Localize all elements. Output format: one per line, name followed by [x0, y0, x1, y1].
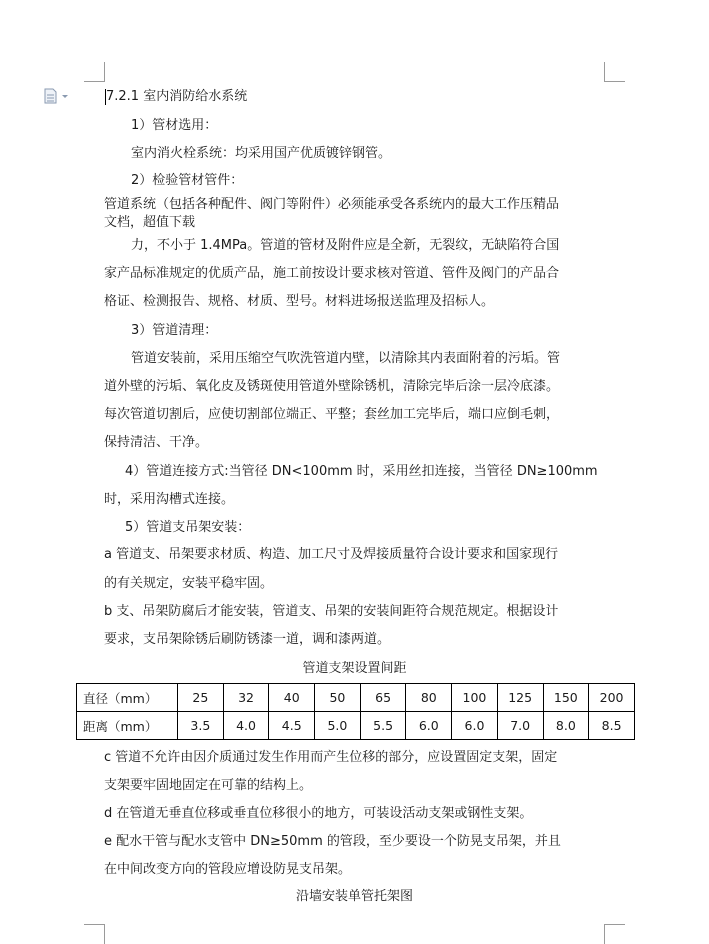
table-cell: 7.0: [497, 712, 543, 740]
table-cell: 80: [406, 684, 452, 712]
table-cell: 6.0: [452, 712, 498, 740]
paragraph-line: 支架要牢固地固定在可靠的结构上。: [104, 778, 313, 793]
paragraph-line: 保持清洁、干净。: [104, 435, 209, 450]
subheading-pipe-material: 1）管材选用：: [131, 118, 218, 133]
table-cell: 50: [315, 684, 361, 712]
table-cell: 200: [589, 684, 635, 712]
table-row-distance: [77, 712, 635, 740]
paragraph-line: 要求，支吊架除锈后刷防锈漆一道，调和漆两道。: [104, 632, 391, 647]
paragraph-line: 格证、检测报告、规格、材质、型号。材料进场报送监理及招标人。: [104, 294, 495, 309]
crop-mark: [604, 924, 625, 925]
paragraph-line: 管道系统（包括各种配件、阀门等附件）必须能承受各系统内的最大工作压精品: [104, 197, 560, 212]
paragraph-line: 管道安装前，采用压缩空气吹洗管道内壁，以清除其内表面附着的污垢。管: [131, 351, 561, 366]
table-cell: 100: [452, 684, 498, 712]
crop-mark: [604, 62, 605, 82]
table-cell: 25: [178, 684, 224, 712]
table-cell: 8.5: [589, 712, 635, 740]
crop-mark: [604, 924, 605, 944]
table-caption: 管道支架设置间距: [302, 661, 407, 676]
table-cell: 32: [223, 684, 269, 712]
paragraph-line: c 管道不允许由因介质通过发生作用而产生位移的部分，应设置固定支架，固定: [104, 750, 558, 765]
paragraph-line: 道外壁的污垢、氧化皮及锈斑使用管道外壁除锈机，清除完毕后涂一层冷底漆。: [104, 379, 560, 394]
table-cell: 125: [497, 684, 543, 712]
paragraph-line: 室内消火栓系统：均采用国产优质镀锌钢管。: [131, 146, 392, 161]
crop-mark: [84, 924, 105, 925]
paragraph-line: 在中间改变方向的管段应增设防晃支吊架。: [104, 862, 352, 877]
table-cell: 5.0: [315, 712, 361, 740]
paragraph-line: 力，不小于 1.4MPa。管道的管材及附件应是全新，无裂纹，无缺陷符合国: [131, 238, 560, 253]
paragraph-line: d 在管道无垂直位移或垂直位移很小的地方，可装设活动支架或钢性支架。: [104, 806, 533, 821]
subheading-support: 5）管道支吊架安装：: [125, 520, 251, 535]
table-header-cell: 距离（mm）: [77, 712, 178, 740]
paragraph-line: 家产品标准规定的优质产品，施工前按设计要求核对管道、管件及阀门的产品合: [104, 266, 560, 281]
table-cell: 40: [269, 684, 315, 712]
table-row-diameter: [77, 684, 635, 712]
table-cell: 4.0: [223, 712, 269, 740]
table-cell: 6.0: [406, 712, 452, 740]
section-heading: 7.2.1 室内消防给水系统: [106, 89, 248, 104]
subheading-connection: 4）管道连接方式:当管径 DN<100mm 时，采用丝扣连接，当管径 DN≥100mm: [125, 464, 598, 479]
paragraph-line: b 支、吊架防腐后才能安装，管道支、吊架的安装间距符合规范规定。根据设计: [104, 604, 559, 619]
paragraph-line: 每次管道切割后，应使切割部位端正、平整；套丝加工完毕后，端口应倒毛刺，: [104, 407, 560, 422]
table-cell: 150: [543, 684, 589, 712]
paragraph-line: a 管道支、吊架要求材质、构造、加工尺寸及焊接质量符合设计要求和国家现行: [104, 547, 559, 562]
crop-mark: [104, 62, 105, 82]
paragraph-line: 的有关规定，安装平稳牢固。: [104, 576, 274, 591]
table-header-cell: 直径（mm）: [77, 684, 178, 712]
paragraph-line: e 配水干管与配水支管中 DN≥50mm 的管段，至少要设一个防晃支吊架，并且: [104, 834, 561, 849]
paragraph-layout-icon[interactable]: [43, 88, 71, 104]
table-cell: 8.0: [543, 712, 589, 740]
paragraph-line: 时，采用沟槽式连接。: [104, 492, 235, 507]
support-spacing-table: [76, 683, 635, 740]
table-cell: 65: [360, 684, 406, 712]
figure-caption: 沿墙安装单管托架图: [295, 889, 413, 904]
crop-mark: [604, 81, 625, 82]
crop-mark: [84, 81, 105, 82]
crop-mark: [104, 924, 105, 944]
paragraph-line: 文档，超值下载: [104, 215, 196, 230]
subheading-pipe-cleaning: 3）管道清理：: [131, 323, 218, 338]
table-cell: 5.5: [360, 712, 406, 740]
table-cell: 3.5: [178, 712, 224, 740]
subheading-inspection: 2）检验管材管件：: [131, 173, 244, 188]
table-cell: 4.5: [269, 712, 315, 740]
